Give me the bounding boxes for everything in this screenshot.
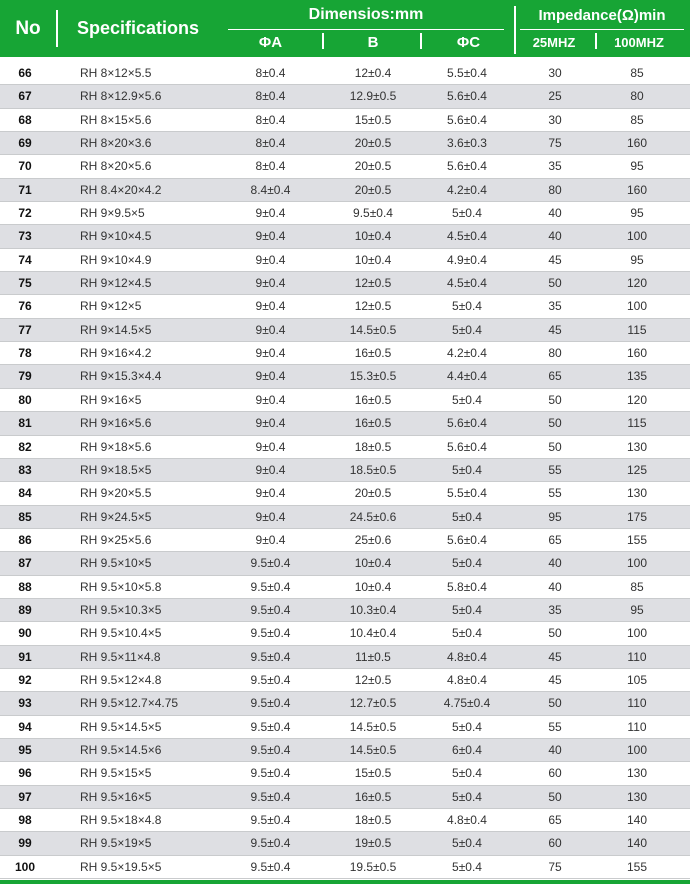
cell-phi-a: 9±0.4 (255, 206, 286, 221)
cell-impedance-100mhz: 95 (630, 159, 644, 174)
cell-b: 20±0.5 (354, 182, 392, 197)
cell-phi-c: 5±0.4 (452, 206, 482, 221)
cell-phi-c: 4.5±0.4 (447, 276, 487, 291)
cell-no: 85 (18, 509, 32, 524)
cell-b: 9.5±0.4 (353, 206, 393, 221)
cell-no: 95 (18, 742, 32, 757)
cell-phi-a: 8±0.4 (255, 89, 286, 104)
cell-impedance-25mhz: 65 (548, 532, 562, 547)
cell-no: 67 (18, 89, 32, 104)
cell-no: 99 (18, 836, 32, 851)
cell-specification: RH 9×15.3×4.4 (80, 369, 162, 384)
cell-b: 18.5±0.5 (349, 462, 397, 477)
cell-impedance-25mhz: 80 (548, 182, 562, 197)
cell-specification: RH 9×14.5×5 (80, 322, 152, 337)
cell-no: 73 (18, 229, 32, 244)
cell-impedance-100mhz: 130 (626, 766, 648, 781)
table-row (0, 295, 690, 318)
cell-phi-a: 9.5±0.4 (250, 742, 291, 757)
cell-specification: RH 9.5×12.7×4.75 (80, 696, 179, 711)
cell-phi-c: 4.4±0.4 (447, 369, 487, 384)
cell-specification: RH 9×10×4.9 (80, 252, 152, 267)
table-row (0, 342, 690, 365)
cell-phi-c: 5±0.4 (452, 766, 482, 781)
cell-no: 100 (14, 859, 36, 874)
table-row (0, 412, 690, 435)
table-row (0, 459, 690, 482)
cell-impedance-25mhz: 25 (548, 89, 562, 104)
cell-phi-a: 9±0.4 (255, 509, 286, 524)
table-header (0, 0, 690, 57)
header-divider (420, 33, 422, 49)
cell-impedance-25mhz: 50 (548, 276, 562, 291)
cell-b: 19.5±0.5 (349, 859, 397, 874)
cell-phi-a: 9±0.4 (255, 322, 286, 337)
cell-no: 72 (18, 206, 32, 221)
cell-phi-a: 8±0.4 (255, 136, 286, 151)
cell-b: 10±0.4 (354, 579, 392, 594)
cell-specification: RH 8×12.9×5.6 (80, 89, 162, 104)
header-25mhz: 25MHZ (532, 34, 576, 50)
cell-phi-c: 5±0.4 (452, 719, 482, 734)
cell-phi-c: 4.2±0.4 (447, 346, 487, 361)
cell-no: 86 (18, 532, 32, 547)
cell-impedance-25mhz: 40 (548, 206, 562, 221)
cell-b: 10.4±0.4 (349, 626, 397, 641)
cell-phi-c: 4.5±0.4 (447, 229, 487, 244)
cell-impedance-100mhz: 160 (626, 136, 648, 151)
cell-phi-a: 9.5±0.4 (250, 626, 291, 641)
cell-impedance-100mhz: 110 (627, 696, 647, 711)
table-row (0, 109, 690, 132)
cell-impedance-25mhz: 75 (548, 136, 562, 151)
header-phi-a: ΦA (258, 33, 283, 51)
cell-b: 16±0.5 (354, 789, 392, 804)
cell-phi-a: 9±0.4 (255, 439, 286, 454)
cell-phi-c: 5.6±0.4 (447, 439, 487, 454)
cell-phi-a: 8.4±0.4 (250, 182, 291, 197)
cell-no: 94 (18, 719, 32, 734)
cell-impedance-25mhz: 50 (548, 789, 562, 804)
cell-impedance-100mhz: 85 (630, 66, 644, 80)
cell-impedance-100mhz: 100 (626, 229, 648, 244)
table-row (0, 576, 690, 599)
cell-phi-c: 5±0.4 (452, 602, 482, 617)
cell-impedance-100mhz: 85 (630, 112, 644, 127)
cell-no: 78 (18, 346, 32, 361)
cell-no: 91 (18, 649, 32, 664)
cell-b: 18±0.5 (354, 813, 392, 827)
table-row (0, 552, 690, 575)
cell-no: 84 (18, 486, 32, 501)
table-row (0, 622, 690, 645)
cell-phi-c: 5.8±0.4 (447, 579, 487, 594)
cell-no: 93 (18, 696, 32, 711)
cell-b: 25±0.6 (354, 532, 392, 547)
cell-specification: RH 8.4×20×4.2 (80, 182, 162, 197)
table-row (0, 436, 690, 459)
cell-impedance-25mhz: 40 (548, 556, 562, 571)
cell-phi-a: 9±0.4 (255, 299, 286, 314)
table-row (0, 599, 690, 622)
cell-impedance-25mhz: 35 (548, 159, 562, 174)
cell-impedance-25mhz: 50 (548, 416, 562, 431)
cell-specification: RH 9.5×14.5×6 (80, 742, 162, 757)
cell-impedance-25mhz: 50 (548, 392, 562, 407)
table-row (0, 739, 690, 762)
cell-no: 76 (18, 299, 32, 314)
cell-impedance-25mhz: 55 (548, 719, 562, 734)
cell-impedance-25mhz: 30 (548, 66, 562, 80)
cell-impedance-100mhz: 160 (626, 182, 648, 197)
cell-specification: RH 9.5×14.5×5 (80, 719, 162, 734)
table-row (0, 786, 690, 809)
table-row (0, 669, 690, 692)
cell-no: 68 (18, 112, 32, 127)
cell-b: 20±0.5 (354, 486, 392, 501)
cell-phi-a: 8±0.4 (255, 159, 286, 174)
cell-phi-c: 5±0.4 (452, 789, 482, 804)
cell-no: 88 (18, 579, 32, 594)
table-row (0, 832, 690, 855)
cell-phi-c: 4.9±0.4 (447, 252, 487, 267)
cell-impedance-100mhz: 155 (626, 532, 648, 547)
cell-specification: RH 9×25×5.6 (80, 532, 152, 547)
cell-phi-c: 3.6±0.3 (447, 136, 487, 151)
cell-impedance-25mhz: 55 (548, 462, 562, 477)
cell-no: 75 (18, 276, 32, 291)
cell-phi-a: 8±0.4 (255, 112, 286, 127)
cell-phi-c: 5±0.4 (452, 509, 482, 524)
table-row (0, 179, 690, 202)
table-row (0, 529, 690, 552)
cell-impedance-100mhz: 95 (630, 252, 644, 267)
cell-impedance-25mhz: 45 (548, 649, 562, 664)
cell-phi-a: 9.5±0.4 (250, 719, 291, 734)
table-row (0, 225, 690, 248)
cell-phi-a: 9.5±0.4 (250, 836, 291, 851)
cell-impedance-100mhz: 95 (630, 602, 644, 617)
cell-specification: RH 9×10×4.5 (80, 229, 152, 244)
cell-impedance-100mhz: 100 (626, 299, 648, 314)
table-body (0, 62, 690, 879)
cell-phi-c: 5±0.4 (452, 556, 482, 571)
header-100mhz: 100MHZ (614, 34, 664, 50)
cell-phi-c: 5.5±0.4 (447, 486, 487, 501)
cell-phi-c: 6±0.4 (452, 742, 482, 757)
cell-phi-c: 5±0.4 (452, 392, 482, 407)
cell-phi-a: 9.5±0.4 (250, 859, 291, 874)
header-b: B (367, 33, 379, 51)
cell-specification: RH 9×12×4.5 (80, 276, 152, 291)
cell-impedance-100mhz: 110 (627, 649, 647, 664)
cell-no: 74 (18, 252, 32, 267)
cell-b: 12.7±0.5 (349, 696, 397, 711)
cell-phi-a: 9.5±0.4 (250, 789, 291, 804)
cell-phi-c: 5±0.4 (452, 836, 482, 851)
cell-b: 20±0.5 (354, 136, 392, 151)
cell-no: 70 (18, 159, 32, 174)
cell-specification: RH 9.5×16×5 (80, 789, 152, 804)
cell-phi-c: 4.8±0.4 (447, 672, 487, 687)
cell-specification: RH 9.5×15×5 (80, 766, 152, 781)
cell-impedance-100mhz: 95 (630, 206, 644, 221)
cell-phi-c: 5.6±0.4 (447, 416, 487, 431)
cell-phi-c: 5±0.4 (452, 462, 482, 477)
cell-phi-c: 4.75±0.4 (443, 696, 491, 711)
cell-impedance-100mhz: 100 (626, 626, 648, 641)
table-row (0, 856, 690, 879)
cell-specification: RH 9×12×5 (80, 299, 142, 314)
table-row (0, 62, 690, 85)
cell-impedance-100mhz: 135 (626, 369, 648, 384)
cell-specification: RH 9.5×12×4.8 (80, 672, 162, 687)
cell-phi-c: 5.6±0.4 (447, 159, 487, 174)
cell-b: 11±0.5 (355, 649, 391, 664)
cell-impedance-25mhz: 40 (548, 229, 562, 244)
cell-b: 14.5±0.5 (349, 742, 397, 757)
cell-specification: RH 9.5×10.3×5 (80, 602, 162, 617)
table-row (0, 716, 690, 739)
cell-impedance-100mhz: 175 (626, 509, 648, 524)
cell-no: 97 (18, 789, 32, 804)
cell-phi-a: 9±0.4 (255, 486, 286, 501)
cell-specification: RH 9×16×5 (80, 392, 142, 407)
cell-impedance-25mhz: 65 (548, 369, 562, 384)
cell-b: 15±0.5 (354, 766, 392, 781)
header-phi-c: ΦC (456, 33, 481, 51)
cell-no: 90 (18, 626, 32, 641)
cell-phi-c: 5.5±0.4 (447, 66, 487, 80)
cell-b: 12±0.5 (354, 276, 392, 291)
cell-phi-c: 5.6±0.4 (447, 532, 487, 547)
cell-specification: RH 9×18.5×5 (80, 462, 152, 477)
cell-phi-a: 9.5±0.4 (250, 556, 291, 571)
cell-impedance-100mhz: 115 (627, 416, 647, 431)
cell-impedance-25mhz: 95 (548, 509, 562, 524)
cell-phi-a: 9±0.4 (255, 369, 286, 384)
cell-impedance-25mhz: 50 (548, 626, 562, 641)
table-row (0, 319, 690, 342)
cell-phi-a: 9±0.4 (255, 346, 286, 361)
cell-phi-a: 9.5±0.4 (250, 672, 291, 687)
table-row (0, 202, 690, 225)
cell-no: 96 (18, 766, 32, 781)
cell-impedance-25mhz: 60 (548, 836, 562, 851)
cell-phi-c: 5±0.4 (452, 322, 482, 337)
cell-specification: RH 9×16×4.2 (80, 346, 152, 361)
cell-specification: RH 8×12×5.5 (80, 66, 152, 80)
cell-impedance-100mhz: 160 (626, 346, 648, 361)
cell-b: 12±0.4 (354, 66, 392, 80)
cell-no: 66 (18, 66, 32, 80)
cell-b: 14.5±0.5 (349, 719, 397, 734)
cell-phi-c: 4.2±0.4 (447, 182, 487, 197)
cell-impedance-100mhz: 140 (626, 836, 648, 851)
table-row (0, 809, 690, 832)
cell-phi-c: 4.8±0.4 (447, 649, 487, 664)
cell-no: 89 (18, 602, 32, 617)
cell-specification: RH 9×18×5.6 (80, 439, 152, 454)
cell-specification: RH 9×9.5×5 (80, 206, 145, 221)
cell-phi-c: 5.6±0.4 (447, 112, 487, 127)
cell-impedance-100mhz: 155 (626, 859, 648, 874)
cell-impedance-100mhz: 120 (626, 276, 648, 291)
cell-b: 19±0.5 (354, 836, 392, 851)
cell-phi-c: 5±0.4 (452, 299, 482, 314)
cell-impedance-100mhz: 130 (626, 486, 648, 501)
cell-b: 18±0.5 (354, 439, 392, 454)
table-row (0, 692, 690, 715)
table-row (0, 85, 690, 108)
cell-impedance-25mhz: 35 (548, 299, 562, 314)
cell-impedance-100mhz: 100 (626, 556, 648, 571)
cell-phi-a: 9±0.4 (255, 276, 286, 291)
cell-impedance-25mhz: 30 (548, 112, 562, 127)
cell-no: 92 (18, 672, 32, 687)
cell-impedance-100mhz: 115 (627, 322, 647, 337)
table-row (0, 482, 690, 505)
cell-impedance-100mhz: 105 (626, 672, 648, 687)
cell-b: 10±0.4 (354, 252, 392, 267)
cell-b: 10±0.4 (354, 556, 392, 571)
table-row (0, 646, 690, 669)
cell-impedance-25mhz: 45 (548, 252, 562, 267)
cell-b: 20±0.5 (354, 159, 392, 174)
cell-phi-c: 5±0.4 (452, 626, 482, 641)
cell-phi-c: 5.6±0.4 (447, 89, 487, 104)
cell-b: 24.5±0.6 (349, 509, 397, 524)
cell-phi-a: 9.5±0.4 (250, 696, 291, 711)
cell-phi-c: 4.8±0.4 (447, 813, 487, 827)
cell-b: 10±0.4 (354, 229, 392, 244)
cell-phi-a: 9.5±0.4 (250, 766, 291, 781)
cell-no: 79 (18, 369, 32, 384)
cell-impedance-25mhz: 40 (548, 742, 562, 757)
cell-impedance-100mhz: 130 (626, 439, 648, 454)
cell-b: 10.3±0.4 (349, 602, 397, 617)
cell-specification: RH 8×20×3.6 (80, 136, 152, 151)
cell-specification: RH 9.5×19.5×5 (80, 859, 162, 874)
cell-impedance-100mhz: 110 (627, 719, 647, 734)
cell-b: 16±0.5 (354, 392, 392, 407)
cell-specification: RH 9.5×19×5 (80, 836, 152, 851)
cell-impedance-25mhz: 75 (548, 859, 562, 874)
table-row (0, 155, 690, 178)
cell-impedance-25mhz: 35 (548, 602, 562, 617)
cell-phi-a: 9±0.4 (255, 252, 286, 267)
cell-phi-a: 9±0.4 (255, 416, 286, 431)
table-row (0, 506, 690, 529)
cell-impedance-100mhz: 85 (630, 579, 644, 594)
cell-phi-c: 5±0.4 (452, 859, 482, 874)
cell-impedance-100mhz: 100 (626, 742, 648, 757)
cell-impedance-25mhz: 55 (548, 486, 562, 501)
cell-specification: RH 9.5×10×5 (80, 556, 152, 571)
footer-bar (0, 880, 690, 884)
cell-impedance-25mhz: 65 (548, 813, 562, 827)
cell-b: 12.9±0.5 (349, 89, 397, 104)
cell-b: 16±0.5 (354, 416, 392, 431)
cell-phi-a: 9.5±0.4 (250, 649, 291, 664)
cell-specification: RH 9.5×11×4.8 (80, 649, 161, 664)
cell-impedance-100mhz: 140 (626, 813, 648, 827)
cell-b: 12±0.5 (354, 299, 392, 314)
cell-no: 83 (18, 462, 32, 477)
cell-impedance-100mhz: 125 (626, 462, 648, 477)
cell-phi-a: 9±0.4 (255, 392, 286, 407)
cell-no: 69 (18, 136, 32, 151)
table-row (0, 762, 690, 785)
cell-impedance-100mhz: 130 (626, 789, 648, 804)
table-row (0, 132, 690, 155)
cell-impedance-25mhz: 45 (548, 672, 562, 687)
table-row (0, 249, 690, 272)
cell-b: 15±0.5 (354, 112, 392, 127)
cell-specification: RH 9.5×10.4×5 (80, 626, 162, 641)
cell-impedance-25mhz: 50 (548, 696, 562, 711)
cell-specification: RH 9×16×5.6 (80, 416, 152, 431)
table-row (0, 389, 690, 412)
cell-impedance-25mhz: 50 (548, 439, 562, 454)
cell-specification: RH 9.5×10×5.8 (80, 579, 162, 594)
cell-specification: RH 9.5×18×4.8 (80, 813, 162, 827)
cell-impedance-100mhz: 80 (630, 89, 644, 104)
cell-impedance-25mhz: 40 (548, 579, 562, 594)
cell-specification: RH 8×20×5.6 (80, 159, 152, 174)
cell-b: 12±0.5 (354, 672, 392, 687)
header-impedance: Impedance(Ω)min (538, 6, 666, 24)
header-no: No (15, 17, 41, 39)
cell-specification: RH 8×15×5.6 (80, 112, 152, 127)
cell-specification: RH 9×20×5.5 (80, 486, 152, 501)
cell-impedance-25mhz: 60 (548, 766, 562, 781)
table-row (0, 272, 690, 295)
cell-impedance-100mhz: 120 (626, 392, 648, 407)
cell-phi-a: 9.5±0.4 (250, 602, 291, 617)
cell-phi-a: 9.5±0.4 (250, 579, 291, 594)
cell-no: 87 (18, 556, 32, 571)
header-dimensions: Dimensios:mm (308, 6, 424, 23)
cell-specification: RH 9×24.5×5 (80, 509, 152, 524)
cell-phi-a: 8±0.4 (255, 66, 286, 80)
cell-phi-a: 9±0.4 (255, 229, 286, 244)
cell-no: 81 (18, 416, 32, 431)
cell-no: 82 (18, 439, 32, 454)
cell-phi-a: 9.5±0.4 (250, 813, 291, 827)
cell-phi-a: 9±0.4 (255, 532, 286, 547)
header-specifications: Specifications (76, 18, 200, 38)
cell-b: 16±0.5 (354, 346, 392, 361)
cell-impedance-25mhz: 80 (548, 346, 562, 361)
cell-no: 80 (18, 392, 32, 407)
cell-no: 71 (18, 182, 32, 197)
cell-no: 77 (18, 322, 32, 337)
cell-no: 98 (18, 813, 32, 827)
cell-b: 15.3±0.5 (349, 369, 397, 384)
cell-phi-a: 9±0.4 (255, 462, 286, 477)
cell-b: 14.5±0.5 (349, 322, 397, 337)
table-row (0, 365, 690, 388)
cell-impedance-25mhz: 45 (548, 322, 562, 337)
